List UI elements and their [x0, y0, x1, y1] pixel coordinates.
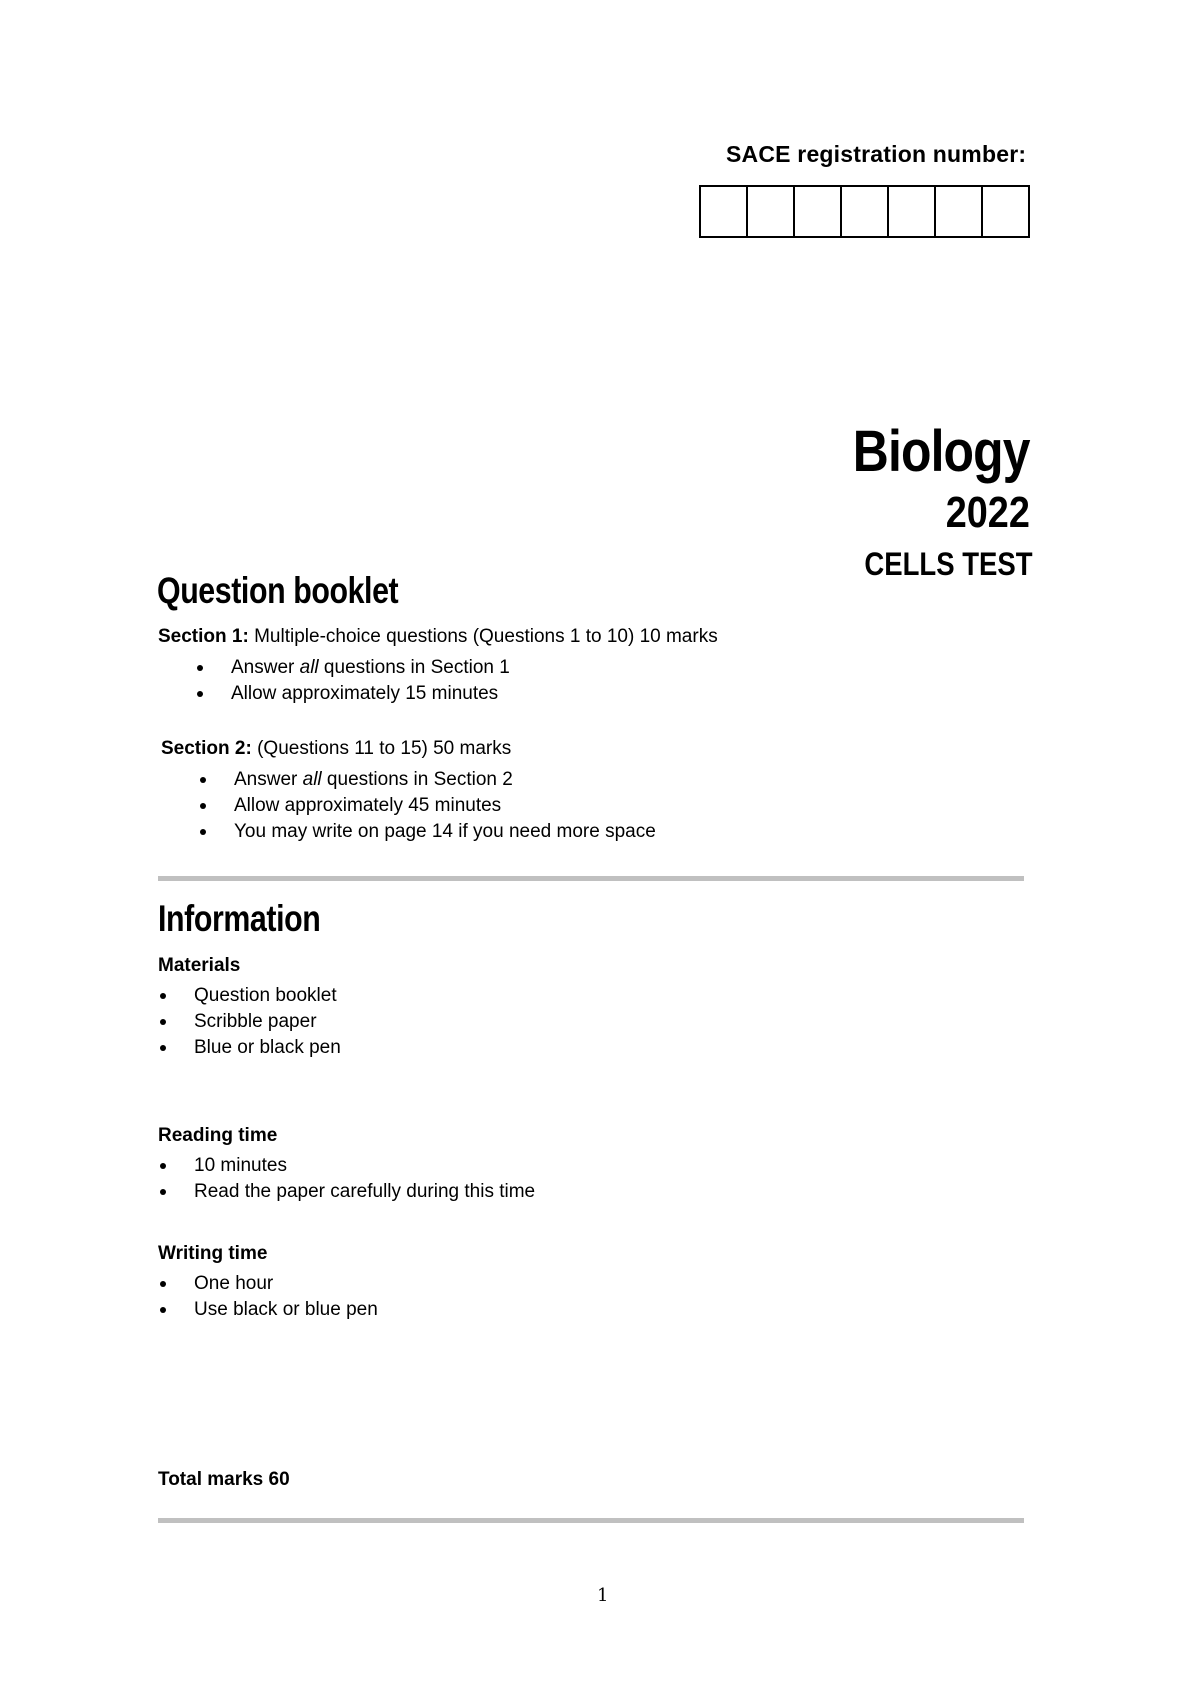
list-item: 10 minutes — [194, 1153, 535, 1179]
registration-digit-box[interactable] — [936, 187, 983, 236]
section1-heading — [158, 626, 718, 648]
subject-title: Biology — [853, 419, 1030, 484]
list-item: You may write on page 14 if you need more space — [234, 819, 656, 845]
bullet-icon — [197, 665, 203, 671]
bullet-icon — [200, 803, 206, 809]
information-title: Information — [158, 898, 321, 939]
list-item: Scribble paper — [194, 1009, 341, 1035]
section1-description: Multiple-choice questions (Questions 1 to 10) 10 marks — [254, 626, 718, 647]
section2-description: (Questions 11 to 15) 50 marks — [257, 738, 512, 759]
list-item: Use black or blue pen — [194, 1297, 378, 1323]
bullet-icon — [160, 1163, 166, 1169]
reading-time-heading: Reading time — [158, 1125, 278, 1146]
divider — [158, 1518, 1024, 1523]
registration-digit-box[interactable] — [889, 187, 936, 236]
registration-number-label: SACE registration number: — [726, 141, 1027, 167]
bullet-icon — [200, 777, 206, 783]
section2-heading — [161, 738, 511, 760]
bullet-icon — [160, 1019, 166, 1025]
section1-label: Section 1: — [158, 626, 249, 647]
total-marks: Total marks 60 — [158, 1469, 290, 1490]
bullet-icon — [200, 829, 206, 835]
list-item: Read the paper carefully during this time — [194, 1179, 535, 1205]
exam-year: 2022 — [945, 488, 1030, 537]
writing-time-heading: Writing time — [158, 1243, 268, 1264]
page-number: 1 — [597, 1585, 609, 1606]
booklet-title: Question booklet — [157, 570, 399, 611]
bullet-icon — [160, 1307, 166, 1313]
section1-instructions — [231, 655, 510, 707]
bullet-icon — [160, 993, 166, 999]
registration-digit-box[interactable] — [748, 187, 795, 236]
list-item: One hour — [194, 1271, 378, 1297]
registration-digit-box[interactable] — [842, 187, 889, 236]
list-item: Question booklet — [194, 983, 341, 1009]
section2-instructions — [234, 767, 656, 845]
bullet-icon — [160, 1189, 166, 1195]
registration-digit-box[interactable] — [795, 187, 842, 236]
bullet-icon — [197, 691, 203, 697]
list-item: Allow approximately 15 minutes — [231, 681, 510, 707]
test-name: CELLS TEST — [864, 546, 1033, 582]
registration-digit-box[interactable] — [701, 187, 748, 236]
registration-digit-box[interactable] — [983, 187, 1028, 236]
registration-number-boxes[interactable] — [699, 185, 1030, 238]
section2-label: Section 2: — [161, 738, 252, 759]
divider — [158, 876, 1024, 881]
list-item: Allow approximately 45 minutes — [234, 793, 656, 819]
materials-heading: Materials — [158, 955, 241, 976]
reading-time-list — [194, 1153, 535, 1205]
list-item: Blue or black pen — [194, 1035, 341, 1061]
bullet-icon — [160, 1045, 166, 1051]
list-item: Answer all questions in Section 2 — [234, 767, 656, 793]
bullet-icon — [160, 1281, 166, 1287]
list-item: Answer all questions in Section 1 — [231, 655, 510, 681]
materials-list — [194, 983, 341, 1061]
writing-time-list — [194, 1271, 378, 1323]
